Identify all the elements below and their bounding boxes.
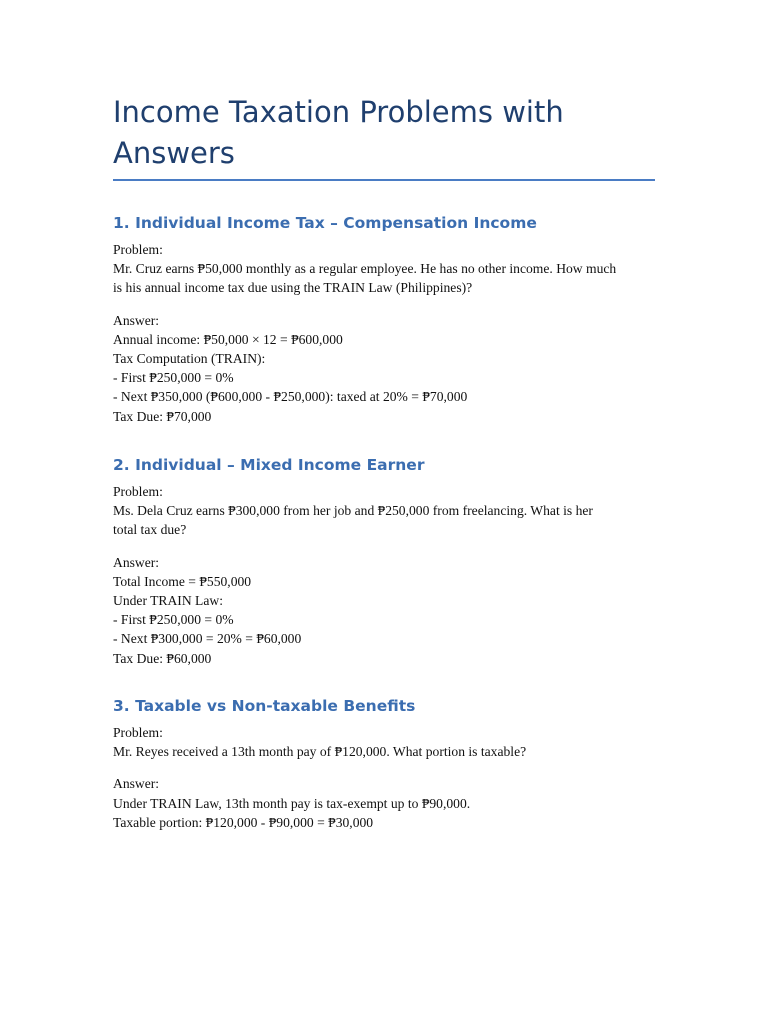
problem-line: is his annual income tax due using the TRAIN Law (Philippines)? [113,280,473,296]
problem-label: Problem: [113,484,163,499]
problem-line: Mr. Reyes received a 13th month pay of ₱120,000. What portion is taxable? [113,744,527,760]
section-heading: 3. Taxable vs Non-taxable Benefits [113,697,416,715]
answer-line: Under TRAIN Law, 13th month pay is tax-exempt up to ₱90,000. [113,795,471,811]
answer-line: Annual income: ₱50,000 × 12 = ₱600,000 [113,331,343,347]
answer-line: Tax Due: ₱70,000 [113,408,212,424]
problem-label: Problem: [113,725,163,740]
answer-line: - First ₱250,000 = 0% [113,370,234,386]
answer-block [113,774,658,832]
answer-line: Tax Computation (TRAIN): [113,351,266,367]
answer-line: Total Income = ₱550,000 [113,573,252,589]
section-3 [113,695,658,832]
answer-line: Tax Due: ₱60,000 [113,650,212,666]
answer-label: Answer: [113,776,160,792]
title-line-1: Income Taxation Problems with [113,95,564,129]
answer-block [113,553,658,668]
problem-block [113,240,658,298]
problem-line: total tax due? [113,522,187,538]
title-underline [113,179,655,181]
problem-label: Problem: [113,242,163,257]
answer-label: Answer: [113,554,160,570]
title-line-2: Answers [113,136,235,170]
problem-line: Ms. Dela Cruz earns ₱300,000 from her job and ₱250,000 from freelancing. What is her [113,503,593,519]
answer-line: Taxable portion: ₱120,000 - ₱90,000 = ₱30,000 [113,814,374,830]
section-heading: 1. Individual Income Tax – Compensation Income [113,214,537,232]
answer-line: - Next ₱350,000 (₱600,000 - ₱250,000): taxed at 20% = ₱70,000 [113,389,468,405]
answer-line: - First ₱250,000 = 0% [113,612,234,628]
answer-line: Under TRAIN Law: [113,593,223,609]
section-1 [113,212,658,426]
problem-line: Mr. Cruz earns ₱50,000 monthly as a regular employee. He has no other income. How much [113,261,617,277]
answer-label: Answer: [113,312,160,328]
document-title [113,92,673,174]
section-heading: 2. Individual – Mixed Income Earner [113,456,425,474]
problem-block [113,723,658,761]
problem-block [113,482,658,540]
answer-line: - Next ₱300,000 = 20% = ₱60,000 [113,631,302,647]
answer-block [113,311,658,426]
section-2 [113,454,658,668]
